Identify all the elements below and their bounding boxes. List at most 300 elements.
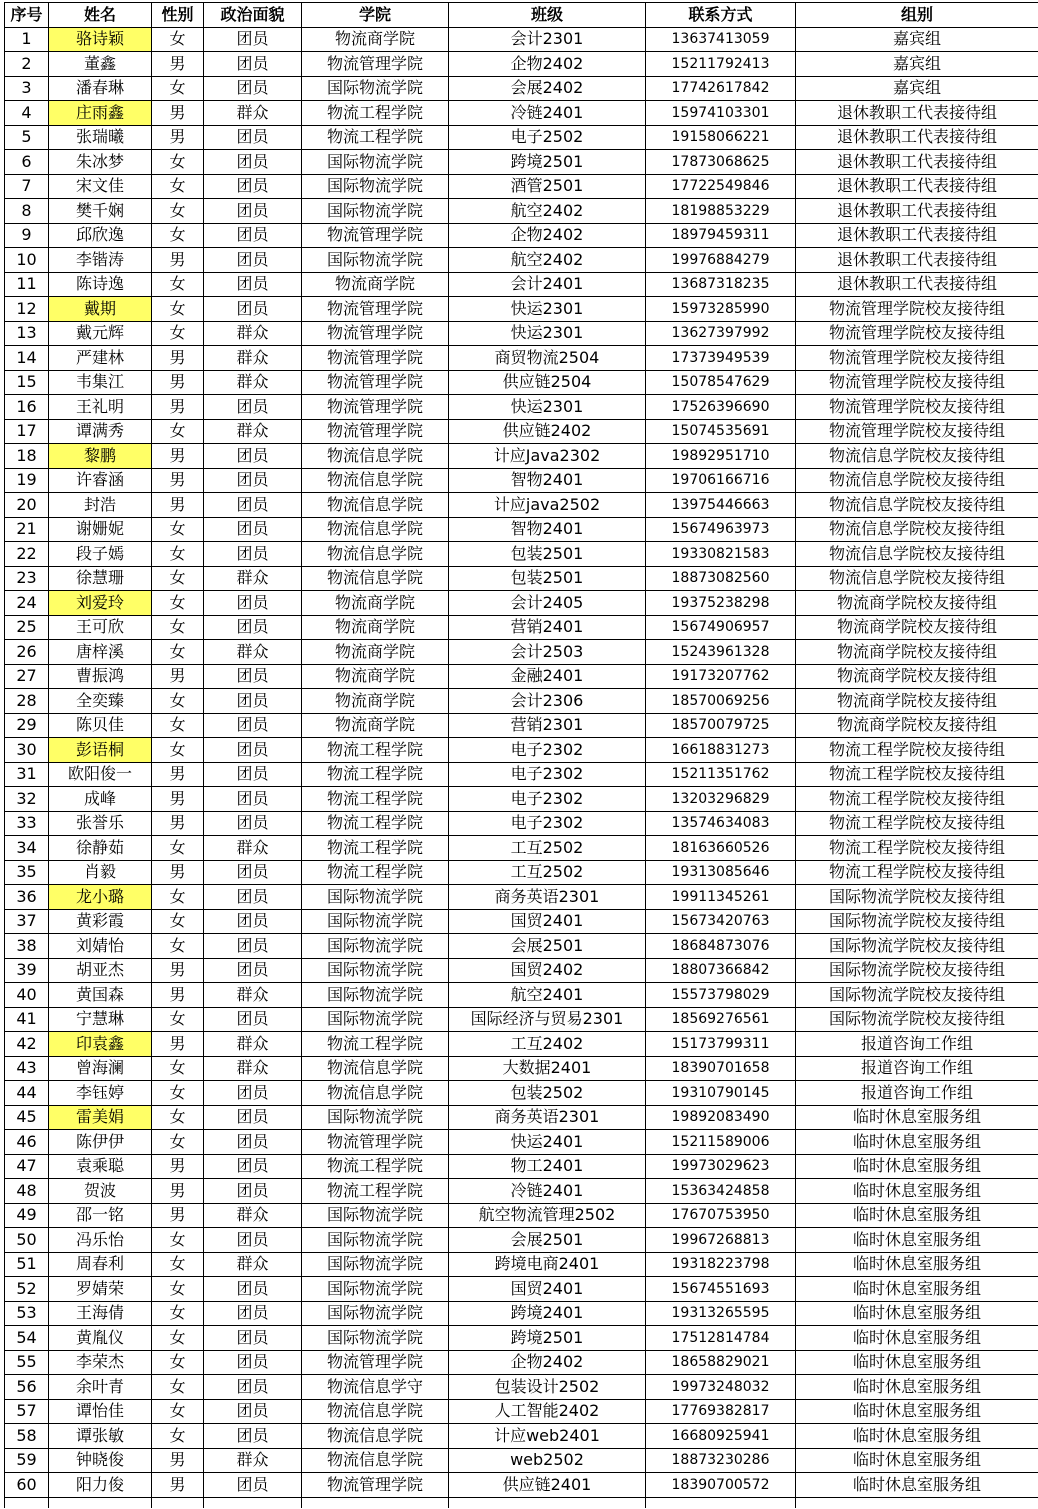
cell-college: 物流工程学院	[302, 738, 449, 763]
roster-table	[4, 2, 1038, 1508]
cell-gender: 男	[152, 1154, 204, 1179]
cell-gender: 女	[152, 640, 204, 665]
cell-no: 34	[5, 836, 49, 861]
header-phone: 联系方式	[646, 3, 796, 28]
cell-college: 国际物流学院	[302, 248, 449, 273]
cell-phone: 18390700572	[646, 1473, 796, 1498]
cell-phone: 19967268813	[646, 1228, 796, 1253]
cell-class: 电子2302	[449, 762, 646, 787]
cell-class: 企物2402	[449, 52, 646, 77]
header-name: 姓名	[49, 3, 152, 28]
cell-class: 智物2401	[449, 468, 646, 493]
cell-name: 周春利	[49, 1252, 152, 1277]
cell-group: 物流信息学院校友接待组	[796, 566, 1038, 591]
table-row	[5, 664, 1038, 689]
cell-political: 团员	[204, 1154, 302, 1179]
cell-phone: 19313265595	[646, 1301, 796, 1326]
cell-no: 23	[5, 566, 49, 591]
cell-name: 韦集江	[49, 370, 152, 395]
cell-college: 物流商学院	[302, 664, 449, 689]
cell-no: 57	[5, 1399, 49, 1424]
cell-phone: 17512814784	[646, 1326, 796, 1351]
cell-no: 55	[5, 1350, 49, 1375]
cell-college: 物流管理学院	[302, 370, 449, 395]
cell-gender: 女	[152, 1081, 204, 1106]
cell-gender: 女	[152, 836, 204, 861]
cell-phone: 19310790145	[646, 1081, 796, 1106]
cell-empty	[49, 1497, 152, 1508]
cell-college: 国际物流学院	[302, 76, 449, 101]
table-row	[5, 1424, 1038, 1449]
cell-phone: 18979459311	[646, 223, 796, 248]
table-row	[5, 27, 1038, 52]
cell-political: 团员	[204, 1105, 302, 1130]
cell-class: 跨境2501	[449, 150, 646, 175]
cell-political: 团员	[204, 885, 302, 910]
cell-phone: 18569276561	[646, 1007, 796, 1032]
cell-group: 临时休息室服务组	[796, 1203, 1038, 1228]
cell-political: 团员	[204, 1473, 302, 1498]
cell-name: 庄雨鑫	[49, 101, 152, 126]
cell-phone: 17722549846	[646, 174, 796, 199]
cell-no: 56	[5, 1375, 49, 1400]
cell-name: 欧阳俊一	[49, 762, 152, 787]
cell-no: 41	[5, 1007, 49, 1032]
table-body	[5, 27, 1038, 1508]
cell-phone: 19892951710	[646, 444, 796, 469]
cell-college: 物流工程学院	[302, 1032, 449, 1057]
cell-group: 物流商学院校友接待组	[796, 664, 1038, 689]
cell-class: 商务英语2301	[449, 1105, 646, 1130]
cell-group: 临时休息室服务组	[796, 1252, 1038, 1277]
cell-class: 会计2306	[449, 689, 646, 714]
cell-political: 团员	[204, 542, 302, 567]
cell-no: 36	[5, 885, 49, 910]
cell-class: 工互2502	[449, 836, 646, 861]
cell-class: 跨境2401	[449, 1301, 646, 1326]
cell-phone: 19313085646	[646, 860, 796, 885]
cell-college: 国际物流学院	[302, 174, 449, 199]
table-row	[5, 958, 1038, 983]
table-row	[5, 199, 1038, 224]
cell-name: 刘爱玲	[49, 591, 152, 616]
table-row	[5, 983, 1038, 1008]
cell-class: 航空物流管理2502	[449, 1203, 646, 1228]
cell-college: 物流信息学院	[302, 566, 449, 591]
cell-phone: 17526396690	[646, 395, 796, 420]
cell-political: 团员	[204, 444, 302, 469]
cell-class: 电子2302	[449, 787, 646, 812]
cell-group: 临时休息室服务组	[796, 1228, 1038, 1253]
cell-empty	[449, 1497, 646, 1508]
cell-empty	[646, 1497, 796, 1508]
cell-phone: 13637413059	[646, 27, 796, 52]
cell-class: 国贸2401	[449, 1277, 646, 1302]
cell-empty	[796, 1497, 1038, 1508]
cell-class: 跨境2501	[449, 1326, 646, 1351]
cell-name: 谭怡佳	[49, 1399, 152, 1424]
cell-phone: 15674551693	[646, 1277, 796, 1302]
cell-college: 物流管理学院	[302, 1130, 449, 1155]
cell-political: 团员	[204, 934, 302, 959]
cell-no: 52	[5, 1277, 49, 1302]
cell-college: 国际物流学院	[302, 1252, 449, 1277]
cell-name: 邵一铭	[49, 1203, 152, 1228]
cell-class: 会计2401	[449, 272, 646, 297]
cell-name: 段子嫣	[49, 542, 152, 567]
cell-group: 国际物流学院校友接待组	[796, 909, 1038, 934]
table-row	[5, 713, 1038, 738]
table-row	[5, 101, 1038, 126]
cell-gender: 女	[152, 199, 204, 224]
cell-name: 余叶青	[49, 1375, 152, 1400]
cell-group: 物流工程学院校友接待组	[796, 811, 1038, 836]
cell-group: 临时休息室服务组	[796, 1301, 1038, 1326]
table-row	[5, 909, 1038, 934]
cell-no: 49	[5, 1203, 49, 1228]
table-row	[5, 542, 1038, 567]
cell-name: 印袁鑫	[49, 1032, 152, 1057]
cell-college: 物流管理学院	[302, 1473, 449, 1498]
table-row	[5, 297, 1038, 322]
cell-class: 计应Java2302	[449, 444, 646, 469]
table-row-cutoff	[5, 1497, 1038, 1508]
cell-gender: 男	[152, 346, 204, 371]
table-row	[5, 395, 1038, 420]
table-row	[5, 1228, 1038, 1253]
table-row	[5, 76, 1038, 101]
table-row	[5, 1130, 1038, 1155]
cell-phone: 17670753950	[646, 1203, 796, 1228]
table-row	[5, 419, 1038, 444]
cell-political: 群众	[204, 101, 302, 126]
cell-college: 物流信息学院	[302, 1424, 449, 1449]
cell-phone: 19173207762	[646, 664, 796, 689]
cell-no: 12	[5, 297, 49, 322]
cell-gender: 女	[152, 1007, 204, 1032]
cell-name: 袁乘聪	[49, 1154, 152, 1179]
table-row	[5, 1032, 1038, 1057]
cell-group: 临时休息室服务组	[796, 1154, 1038, 1179]
cell-group: 临时休息室服务组	[796, 1473, 1038, 1498]
cell-college: 物流商学院	[302, 713, 449, 738]
cell-group: 临时休息室服务组	[796, 1277, 1038, 1302]
cell-political: 群众	[204, 321, 302, 346]
table-row	[5, 762, 1038, 787]
cell-gender: 男	[152, 958, 204, 983]
cell-gender: 女	[152, 272, 204, 297]
cell-political: 团员	[204, 199, 302, 224]
cell-college: 物流工程学院	[302, 811, 449, 836]
cell-class: 大数据2401	[449, 1056, 646, 1081]
cell-no: 26	[5, 640, 49, 665]
cell-class: 包装2501	[449, 566, 646, 591]
cell-phone: 18658829021	[646, 1350, 796, 1375]
cell-no: 51	[5, 1252, 49, 1277]
cell-gender: 女	[152, 1277, 204, 1302]
table-row	[5, 1105, 1038, 1130]
cell-gender: 男	[152, 468, 204, 493]
cell-group: 临时休息室服务组	[796, 1375, 1038, 1400]
cell-gender: 男	[152, 762, 204, 787]
cell-gender: 女	[152, 1105, 204, 1130]
cell-gender: 女	[152, 615, 204, 640]
table-row	[5, 640, 1038, 665]
cell-political: 团员	[204, 1301, 302, 1326]
cell-name: 成峰	[49, 787, 152, 812]
cell-no: 11	[5, 272, 49, 297]
cell-political: 团员	[204, 27, 302, 52]
cell-class: 航空2401	[449, 983, 646, 1008]
table-row	[5, 591, 1038, 616]
cell-political: 团员	[204, 1424, 302, 1449]
cell-group: 物流管理学院校友接待组	[796, 321, 1038, 346]
table-row	[5, 1179, 1038, 1204]
cell-college: 国际物流学院	[302, 150, 449, 175]
cell-gender: 男	[152, 1203, 204, 1228]
cell-no: 29	[5, 713, 49, 738]
cell-college: 物流信息学院	[302, 542, 449, 567]
cell-class: 冷链2401	[449, 101, 646, 126]
cell-political: 团员	[204, 395, 302, 420]
cell-group: 物流商学院校友接待组	[796, 615, 1038, 640]
cell-no: 42	[5, 1032, 49, 1057]
cell-group: 退休教职工代表接待组	[796, 272, 1038, 297]
cell-college: 国际物流学院	[302, 1301, 449, 1326]
cell-no: 27	[5, 664, 49, 689]
cell-political: 团员	[204, 223, 302, 248]
cell-phone: 13627397992	[646, 321, 796, 346]
cell-name: 董鑫	[49, 52, 152, 77]
cell-college: 物流商学院	[302, 689, 449, 714]
cell-class: 航空2402	[449, 248, 646, 273]
cell-phone: 15211792413	[646, 52, 796, 77]
cell-political: 团员	[204, 1277, 302, 1302]
cell-phone: 18807366842	[646, 958, 796, 983]
table-row	[5, 1154, 1038, 1179]
cell-name: 陈诗逸	[49, 272, 152, 297]
cell-group: 物流工程学院校友接待组	[796, 738, 1038, 763]
cell-college: 物流信息学院	[302, 468, 449, 493]
cell-group: 嘉宾组	[796, 76, 1038, 101]
cell-group: 国际物流学院校友接待组	[796, 934, 1038, 959]
cell-name: 黎鹏	[49, 444, 152, 469]
cell-political: 团员	[204, 738, 302, 763]
cell-college: 物流工程学院	[302, 836, 449, 861]
cell-phone: 18873230286	[646, 1448, 796, 1473]
table-row	[5, 934, 1038, 959]
header-group: 组别	[796, 3, 1038, 28]
cell-group: 临时休息室服务组	[796, 1130, 1038, 1155]
cell-phone: 15673420763	[646, 909, 796, 934]
cell-gender: 男	[152, 248, 204, 273]
cell-no: 33	[5, 811, 49, 836]
cell-no: 7	[5, 174, 49, 199]
cell-class: 供应链2401	[449, 1473, 646, 1498]
cell-gender: 男	[152, 52, 204, 77]
cell-class: 航空2402	[449, 199, 646, 224]
table-row	[5, 811, 1038, 836]
cell-college: 物流商学院	[302, 640, 449, 665]
cell-class: 企物2402	[449, 1350, 646, 1375]
cell-class: 工互2402	[449, 1032, 646, 1057]
cell-no: 38	[5, 934, 49, 959]
cell-political: 团员	[204, 1399, 302, 1424]
cell-gender: 女	[152, 934, 204, 959]
cell-group: 临时休息室服务组	[796, 1399, 1038, 1424]
cell-group: 退休教职工代表接待组	[796, 199, 1038, 224]
table-row	[5, 321, 1038, 346]
cell-name: 胡亚杰	[49, 958, 152, 983]
cell-gender: 女	[152, 223, 204, 248]
cell-group: 物流管理学院校友接待组	[796, 395, 1038, 420]
cell-class: 会展2501	[449, 1228, 646, 1253]
cell-college: 国际物流学院	[302, 1203, 449, 1228]
cell-no: 1	[5, 27, 49, 52]
cell-no: 10	[5, 248, 49, 273]
cell-class: 快运2301	[449, 395, 646, 420]
cell-class: 包装2501	[449, 542, 646, 567]
cell-gender: 女	[152, 713, 204, 738]
cell-group: 物流管理学院校友接待组	[796, 346, 1038, 371]
cell-college: 国际物流学院	[302, 1277, 449, 1302]
table-row	[5, 493, 1038, 518]
table-row	[5, 1448, 1038, 1473]
table-row	[5, 174, 1038, 199]
cell-name: 王可欣	[49, 615, 152, 640]
cell-group: 物流信息学院校友接待组	[796, 444, 1038, 469]
cell-name: 许睿涵	[49, 468, 152, 493]
cell-class: 供应链2402	[449, 419, 646, 444]
cell-political: 团员	[204, 1081, 302, 1106]
cell-name: 陈伊伊	[49, 1130, 152, 1155]
cell-group: 退休教职工代表接待组	[796, 125, 1038, 150]
cell-no: 45	[5, 1105, 49, 1130]
cell-name: 阳力俊	[49, 1473, 152, 1498]
cell-name: 肖毅	[49, 860, 152, 885]
cell-no: 47	[5, 1154, 49, 1179]
cell-class: 会计2503	[449, 640, 646, 665]
cell-political: 团员	[204, 1179, 302, 1204]
table-row	[5, 346, 1038, 371]
cell-phone: 19973029623	[646, 1154, 796, 1179]
cell-college: 物流信息学守	[302, 1375, 449, 1400]
cell-name: 宁慧琳	[49, 1007, 152, 1032]
cell-group: 退休教职工代表接待组	[796, 223, 1038, 248]
cell-class: 企物2402	[449, 223, 646, 248]
table-row	[5, 738, 1038, 763]
cell-name: 潘春琳	[49, 76, 152, 101]
cell-phone: 18570069256	[646, 689, 796, 714]
cell-name: 樊千娴	[49, 199, 152, 224]
table-row	[5, 1081, 1038, 1106]
cell-group: 临时休息室服务组	[796, 1350, 1038, 1375]
cell-no: 2	[5, 52, 49, 77]
cell-group: 国际物流学院校友接待组	[796, 958, 1038, 983]
cell-political: 团员	[204, 493, 302, 518]
table-row	[5, 689, 1038, 714]
table-row	[5, 836, 1038, 861]
cell-no: 32	[5, 787, 49, 812]
table-row	[5, 248, 1038, 273]
cell-phone: 18873082560	[646, 566, 796, 591]
cell-no: 53	[5, 1301, 49, 1326]
cell-name: 贺波	[49, 1179, 152, 1204]
cell-group: 物流商学院校友接待组	[796, 591, 1038, 616]
cell-phone: 17873068625	[646, 150, 796, 175]
cell-gender: 女	[152, 1326, 204, 1351]
cell-phone: 19318223798	[646, 1252, 796, 1277]
cell-college: 物流工程学院	[302, 762, 449, 787]
cell-college: 物流商学院	[302, 27, 449, 52]
cell-group: 嘉宾组	[796, 52, 1038, 77]
cell-group: 报道咨询工作组	[796, 1081, 1038, 1106]
cell-name: 邱欣逸	[49, 223, 152, 248]
cell-name: 宋文佳	[49, 174, 152, 199]
cell-college: 国际物流学院	[302, 934, 449, 959]
cell-gender: 男	[152, 125, 204, 150]
cell-gender: 女	[152, 738, 204, 763]
cell-group: 物流商学院校友接待组	[796, 689, 1038, 714]
cell-group: 物流管理学院校友接待组	[796, 370, 1038, 395]
cell-college: 物流信息学院	[302, 1056, 449, 1081]
cell-phone: 19375238298	[646, 591, 796, 616]
cell-gender: 男	[152, 493, 204, 518]
table-row	[5, 860, 1038, 885]
cell-name: 李钰婷	[49, 1081, 152, 1106]
cell-no: 24	[5, 591, 49, 616]
cell-class: 冷链2401	[449, 1179, 646, 1204]
cell-class: 营销2401	[449, 615, 646, 640]
cell-political: 团员	[204, 909, 302, 934]
cell-political: 群众	[204, 1448, 302, 1473]
cell-class: 智物2401	[449, 517, 646, 542]
cell-phone: 17742617842	[646, 76, 796, 101]
cell-group: 国际物流学院校友接待组	[796, 885, 1038, 910]
cell-class: 快运2301	[449, 297, 646, 322]
cell-political: 团员	[204, 125, 302, 150]
cell-gender: 女	[152, 909, 204, 934]
cell-name: 戴元辉	[49, 321, 152, 346]
cell-political: 群众	[204, 1252, 302, 1277]
cell-political: 团员	[204, 860, 302, 885]
cell-gender: 男	[152, 101, 204, 126]
cell-political: 团员	[204, 591, 302, 616]
cell-name: 罗婧荣	[49, 1277, 152, 1302]
cell-political: 团员	[204, 174, 302, 199]
cell-gender: 女	[152, 566, 204, 591]
cell-gender: 女	[152, 1056, 204, 1081]
cell-name: 严建林	[49, 346, 152, 371]
cell-phone: 15363424858	[646, 1179, 796, 1204]
cell-no: 35	[5, 860, 49, 885]
cell-political: 群众	[204, 346, 302, 371]
table-row	[5, 52, 1038, 77]
cell-class: 包装2502	[449, 1081, 646, 1106]
cell-political: 团员	[204, 297, 302, 322]
cell-phone: 15211589006	[646, 1130, 796, 1155]
cell-class: 会展2501	[449, 934, 646, 959]
cell-no: 16	[5, 395, 49, 420]
cell-phone: 18163660526	[646, 836, 796, 861]
cell-class: 计应web2401	[449, 1424, 646, 1449]
cell-gender: 女	[152, 174, 204, 199]
cell-political: 群众	[204, 370, 302, 395]
cell-phone: 17373949539	[646, 346, 796, 371]
cell-no: 46	[5, 1130, 49, 1155]
cell-no: 44	[5, 1081, 49, 1106]
cell-political: 团员	[204, 517, 302, 542]
